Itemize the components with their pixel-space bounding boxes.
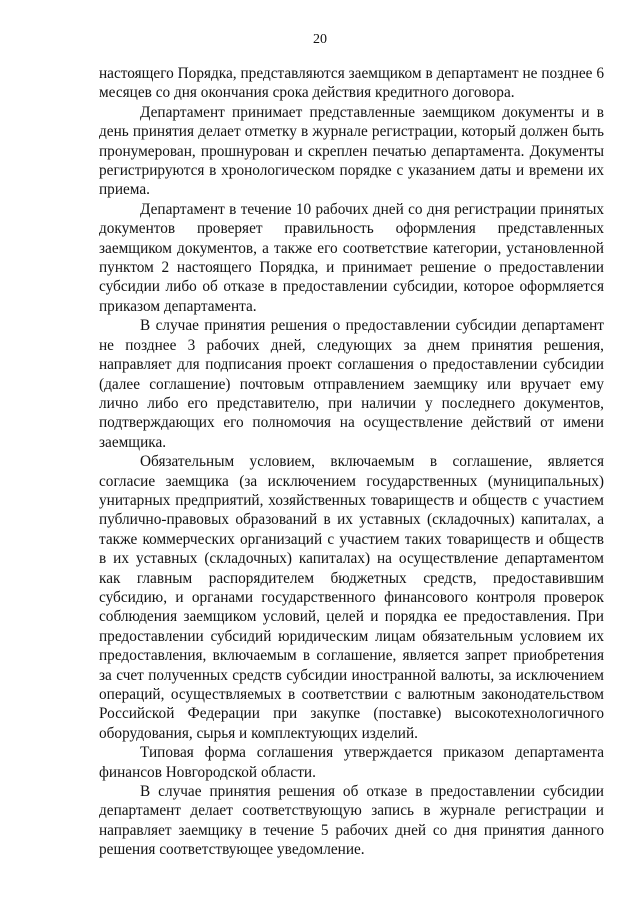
paragraph-mandatory-condition: Обязательным условием, включаемым в соглашение, является согласие заемщика (за исключением государственных (муниципальных) унитарных предприятий, хозяйственных товариществ и обществ с участием публично-правовых образований в их уставных (складочных) капиталах, а также коммерческих организаций с участием таких товариществ и обществ в их уставных (складочных) капиталах) на осуществление департаментом как главным распорядителем бюджетных средств, предоставившим субсидию, и органами государственного финансового контроля проверок соблюдения заемщиком условий, целей и порядка ее предоставления. При предоставлении субсидий юридическим лицам обязательным условием их предоставления, включаемым в соглашение, является запрет приобретения за счет полученных средств субсидии иностранной валюты, за исключением операций, осуществляемых в соответствии с валютным законодательством Российской Федерации при закупке (поставке) высокотехнологичного оборудования, сырья и комплектующих изделий. [99, 453, 604, 742]
document-body [99, 64, 604, 860]
paragraph-document-acceptance: Департамент принимает представленные заемщиком документы и в день принятия делает отметку в журнале регистрации, который должен быть пронумерован, прошнурован и скреплен печатью департамента. Документы регистрируются в хронологическом порядке с указанием даты и времени их приема. [99, 103, 604, 199]
paragraph-standard-form: Типовая форма соглашения утверждается приказом департамента финансов Новгородской области. [99, 744, 604, 781]
paragraph-agreement-sending: В случае принятия решения о предоставлении субсидии департамент не позднее 3 рабочих дней, следующих за днем принятия решения, направляет для подписания проект соглашения о предоставлении субсидии (далее соглашение) почтовым отправлением заемщику или вручает ему лично либо его представителю, при наличии у последнего документов, подтверждающих его полномочия на осуществление действий от имени заемщика. [99, 317, 604, 451]
paragraph-continuation: настоящего Порядка, представляются заемщиком в департамент не позднее 6 месяцев со дня окончания срока действия кредитного договора. [99, 65, 604, 102]
paragraph-document-review: Департамент в течение 10 рабочих дней со дня регистрации принятых документов проверяет правильность оформления представленных заемщиком документов, а также его соответствие категории, установленной пунктом 2 настоящего Порядка, и принимает решение о предоставлении субсидии либо об отказе в предоставлении субсидии, которое оформляется приказом департамента. [99, 200, 604, 315]
paragraph-refusal-notice: В случае принятия решения об отказе в предоставлении субсидии департамент делает соответствующую запись в журнале регистрации и направляет заемщику в течение 5 рабочих дней со дня принятия данного решения соответствующее уведомление. [99, 783, 604, 859]
page-number: 20 [313, 32, 327, 47]
